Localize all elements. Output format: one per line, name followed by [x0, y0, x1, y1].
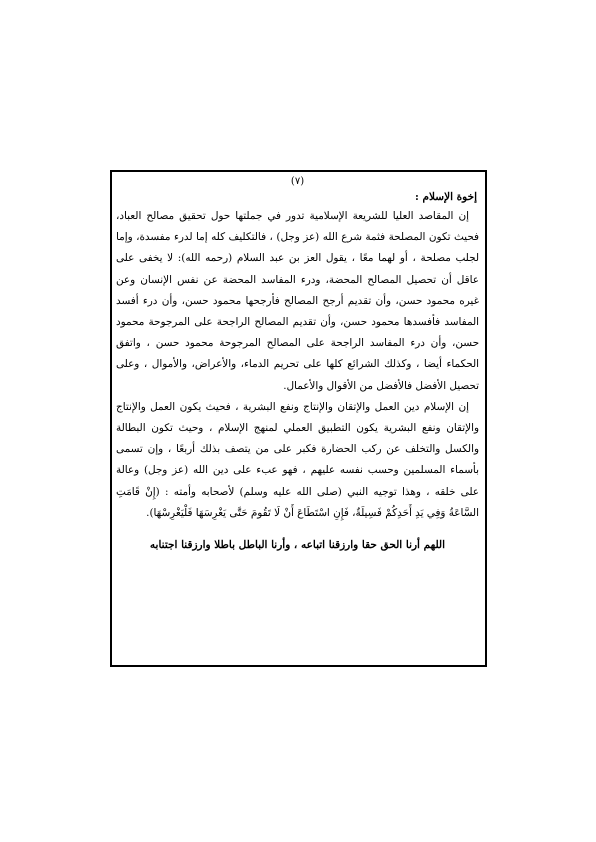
- page-frame: [110, 170, 487, 667]
- page-content: [116, 176, 479, 554]
- section-heading: إخوة الإسلام :: [415, 191, 477, 203]
- paragraph-2: إن الإسلام دين العمل والإتقان والإنتاج ونفع البشرية ، فحيث يكون العمل والإنتاج والإتقان ونفع البشرية يكون التطبيق العملي لمنهج الإسلام ، وحيث تكون البطالة والكسل والتخلف عن ركب الحضارة فكبر على من يتصف بذلك أربعًا ، وإن تسمى بأسماء المسلمين وحسب نفسه عليهم ، فهو عبء على دين الله (عز وجل) وعالة على خلقه ، وهذا توجيه النبي (صلى الله عليه وسلم) لأصحابه وأمته : (إِنْ قَامَتِ السَّاعَةُ وَفِي يَدِ أَحَدِكُمْ فَسِيلَةٌ، فَإِنِ اسْتَطَاعَ أَنْ لَا تَقُومَ حَتَّى يَغْرِسَهَا فَلْيَغْرِسْهَا).: [116, 400, 479, 519]
- paragraph-1: إن المقاصد العليا للشريعة الإسلامية تدور في جملتها حول تحقيق مصالح العباد، فحيث تكون المصلحة فثمة شرع الله (عز وجل) ، فالتكليف كله إما لدرء مفسدة، وإما لجلب مصلحة ، أو لهما معًا ، يقول العز بن عبد السلام (رحمه الله): لا يخفى على عاقل أن تحصيل المصالح المحضة، ودرء المفاسد المحضة عن نفس الإنسان وعن غيره محمود حسن، وأن تقديم أرجح المصالح فأرجحها محمود حسن، وأن درء أفسد المفاسد فأفسدها محمود حسن، وأن تقديم المصالح الراجحة على المرجوحة محمود حسن، وأن درء المفاسد الراجحة على المصالح المرجوحة محمود حسن ، واتفق الحكماء أيضا ، وكذلك الشرائع كلها على تحريم الدماء، والأعراض، والأموال ، وعلى تحصيل الأفضل فالأفضل من الأقوال والأعمال.: [116, 210, 479, 392]
- closing-prayer: اللهم أرنا الحق حقا وارزقنا اتباعه ، وأرنا الباطل باطلا وارزقنا اجتنابه: [149, 539, 446, 552]
- page-number: (٧): [290, 176, 305, 187]
